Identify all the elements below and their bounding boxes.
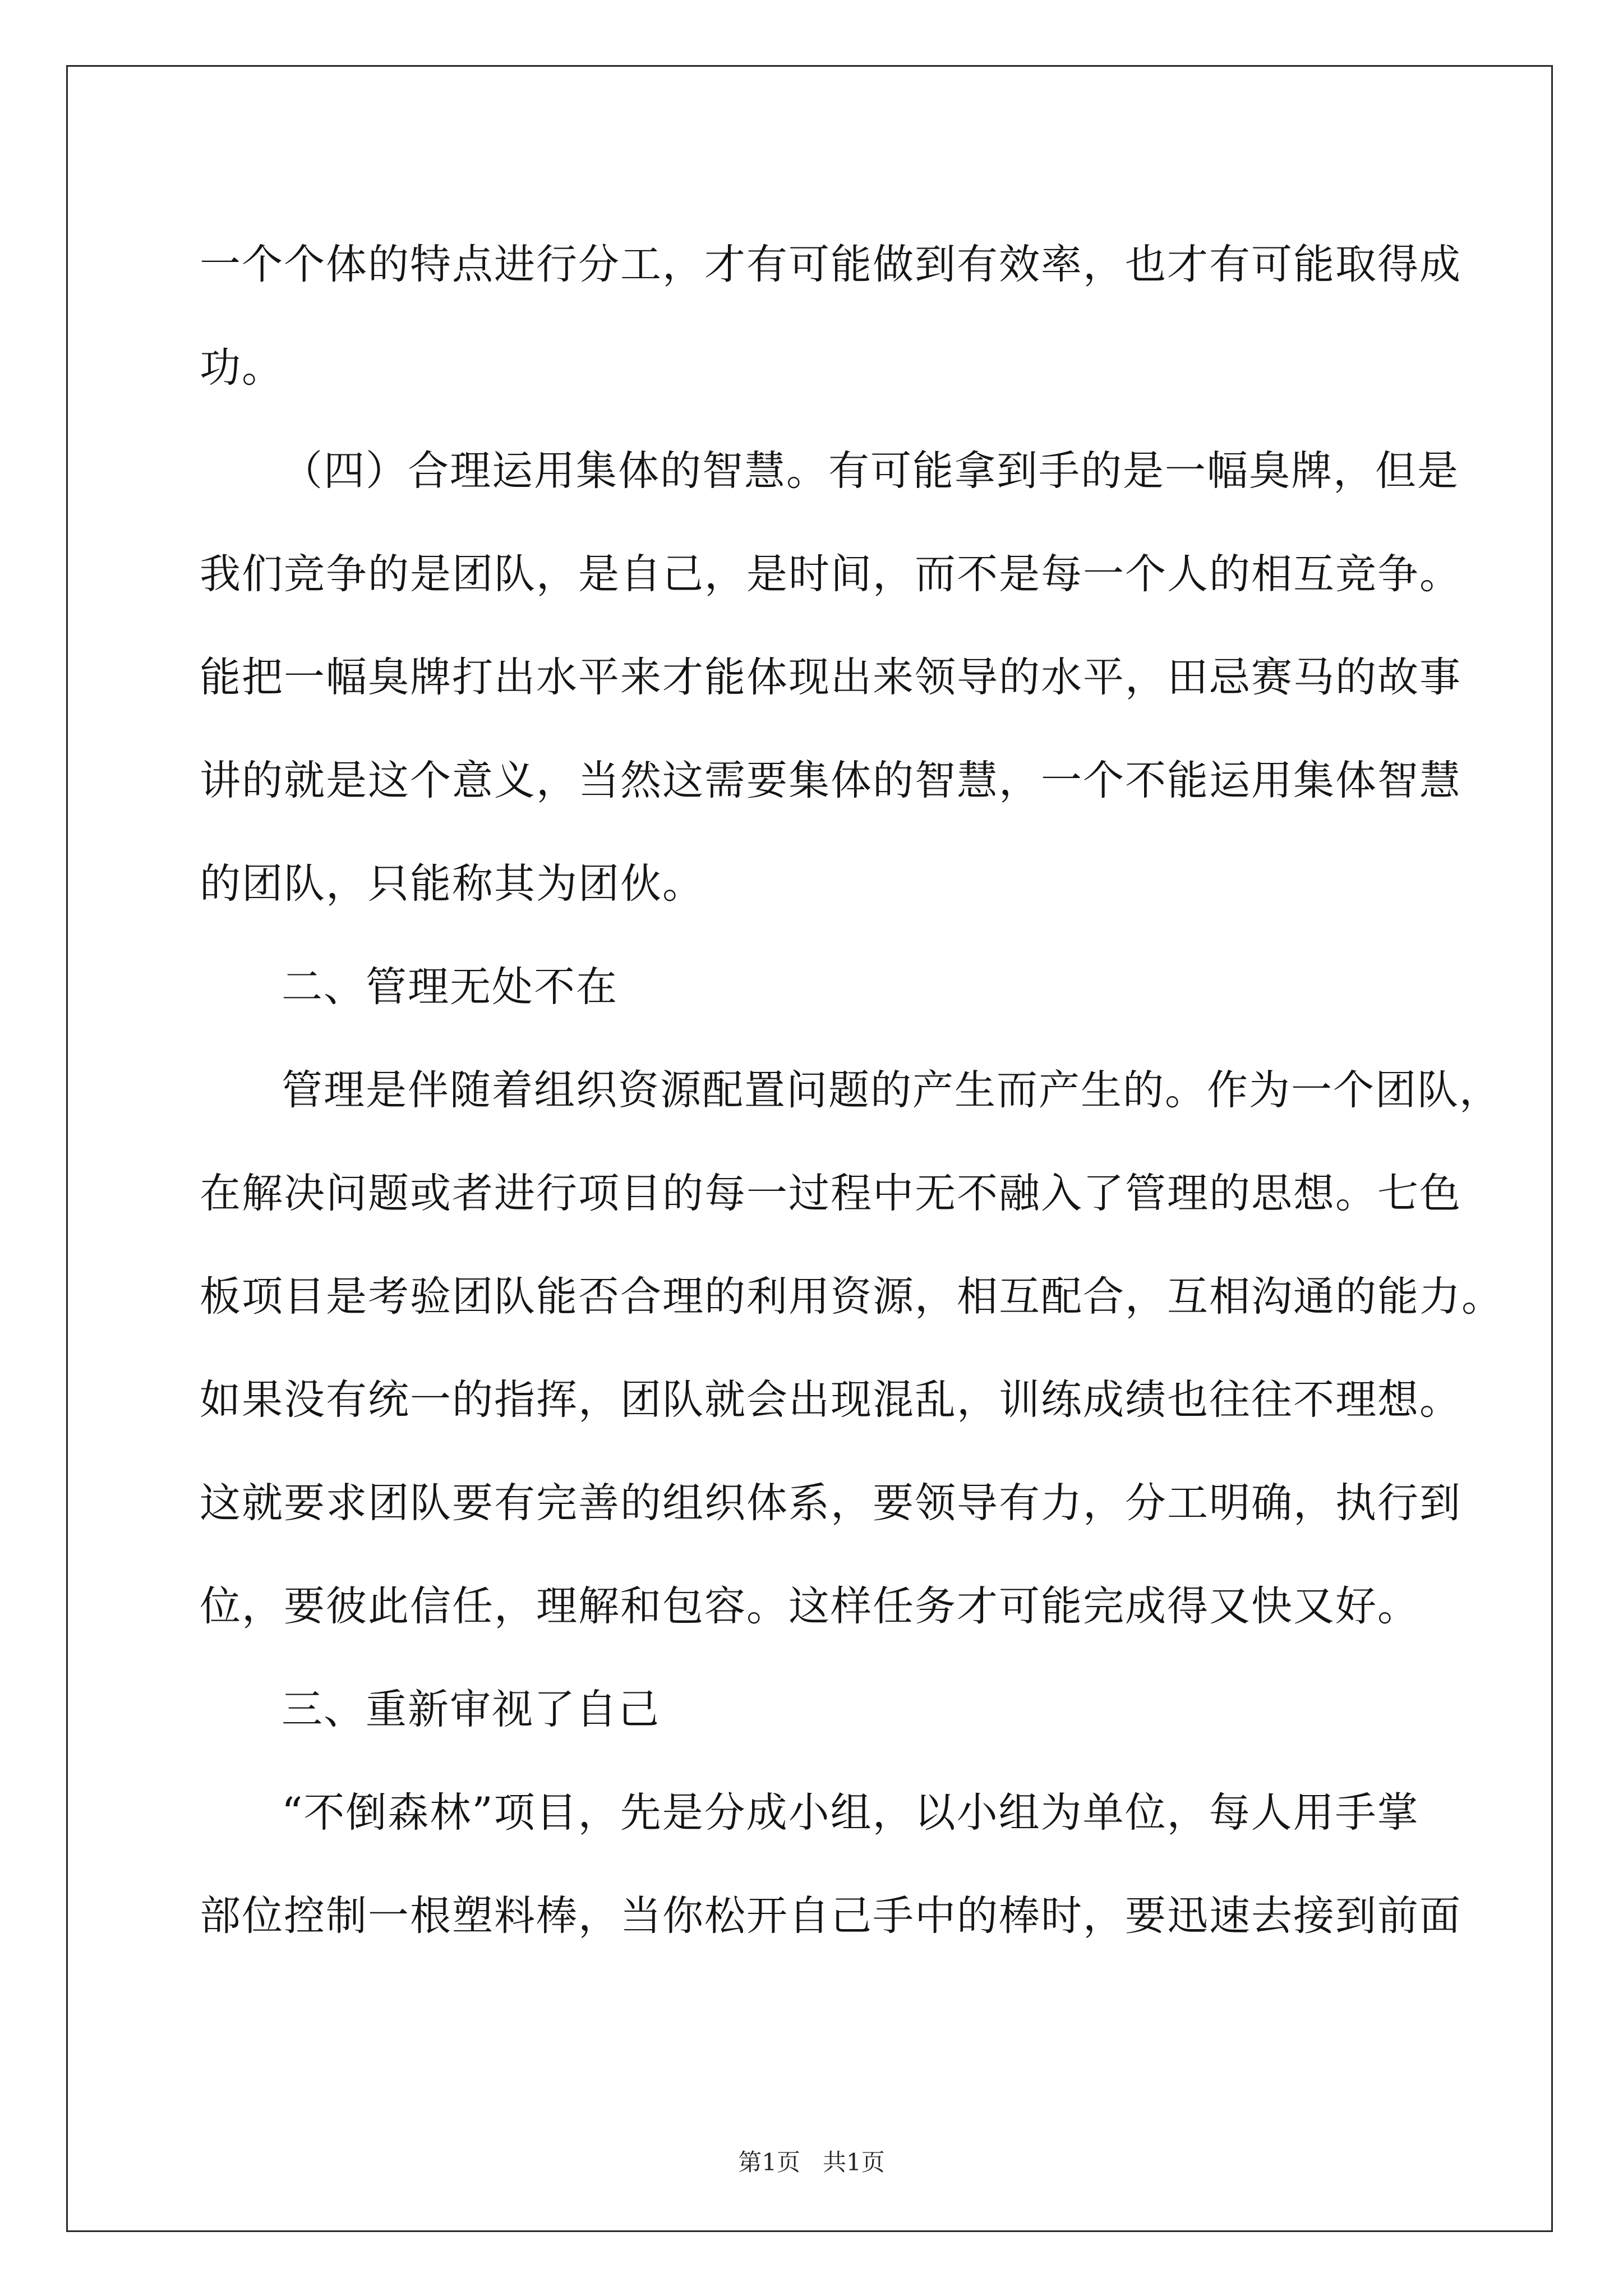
text-line-2: 功。 <box>200 344 284 392</box>
section-heading-2: 二、管理无处不在 <box>282 963 618 1011</box>
text-line-13: 这就要求团队要有完善的组织体系，要领导有力，分工明确，执行到 <box>200 1479 1461 1527</box>
page-footer <box>0 2146 1623 2179</box>
text-line-11: 板项目是考验团队能否合理的利用资源，相互配合，互相沟通的能力。 <box>200 1273 1504 1320</box>
document-body <box>200 213 1504 1968</box>
text-line-17: 部位控制一根塑料棒，当你松开自己手中的棒时，要迅速去接到前面 <box>200 1892 1461 1940</box>
page-number-label: 第1页 共1页 <box>738 2148 885 2176</box>
text-line-14: 位，要彼此信任，理解和包容。这样任务才可能完成得又快又好。 <box>200 1582 1419 1630</box>
text-line-12: 如果没有统一的指挥，团队就会出现混乱，训练成绩也往往不理想。 <box>200 1376 1461 1424</box>
text-line-5: 能把一幅臭牌打出水平来才能体现出来领导的水平，田忌赛马的故事 <box>200 654 1461 701</box>
text-line-6: 讲的就是这个意义，当然这需要集体的智慧，一个不能运用集体智慧 <box>200 757 1461 804</box>
text-line-4: 我们竞争的是团队，是自己，是时间，而不是每一个人的相互竞争。 <box>200 550 1461 598</box>
text-line-1: 一个个体的特点进行分工，才有可能做到有效率，也才有可能取得成 <box>200 241 1461 288</box>
text-line-10: 在解决问题或者进行项目的每一过程中无不融入了管理的思想。七色 <box>200 1170 1461 1217</box>
paragraph-forest-start: “不倒森林”项目，先是分成小组，以小组为单位，每人用手掌 <box>282 1789 1419 1837</box>
section-heading-3: 三、重新审视了自己 <box>282 1686 660 1733</box>
paragraph-management-start: 管理是伴随着组织资源配置问题的产生而产生的。作为一个团队， <box>282 1066 1501 1114</box>
text-line-7: 的团队，只能称其为团伙。 <box>200 860 704 908</box>
paragraph-4-start: （四）合理运用集体的智慧。有可能拿到手的是一幅臭牌，但是 <box>282 447 1459 495</box>
